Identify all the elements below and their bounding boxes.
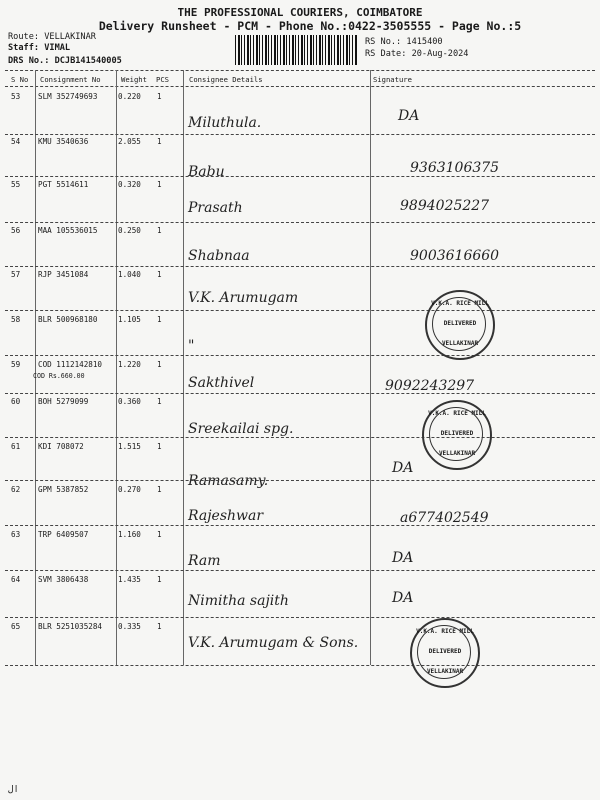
pieces-count: 1 bbox=[157, 180, 162, 189]
stamp-top-text: V.K.A. RICE MILL bbox=[431, 300, 489, 307]
pieces-count: 1 bbox=[157, 360, 162, 369]
signature-text: DA bbox=[392, 550, 414, 566]
drs-number: DRS No.: DCJB141540005 bbox=[8, 56, 122, 66]
serial-number: 59 bbox=[11, 360, 21, 369]
serial-number: 60 bbox=[11, 397, 21, 406]
col-divider bbox=[370, 70, 371, 665]
rs-date: RS Date: 20-Aug-2024 bbox=[365, 49, 469, 59]
col-header-signature: Signature bbox=[373, 75, 412, 84]
consignee-name: Ram bbox=[188, 553, 221, 569]
serial-number: 56 bbox=[11, 226, 21, 235]
row-divider bbox=[5, 266, 595, 267]
serial-number: 64 bbox=[11, 575, 21, 584]
consignee-name: V.K. Arumugam bbox=[188, 290, 299, 306]
signature-text: 9363106375 bbox=[410, 160, 500, 176]
row-divider bbox=[5, 525, 595, 526]
row-divider bbox=[5, 222, 595, 223]
col-header-sno: S No bbox=[11, 75, 29, 84]
row-divider bbox=[5, 665, 595, 666]
consignee-name: Rajeshwar bbox=[188, 508, 264, 524]
table-top-rule bbox=[5, 70, 595, 71]
col-divider bbox=[35, 70, 36, 665]
pieces-count: 1 bbox=[157, 442, 162, 451]
staff-label: Staff: VIMAL bbox=[8, 43, 71, 53]
consignment-number: BOH 5279099 bbox=[38, 397, 89, 406]
col-divider bbox=[116, 70, 117, 665]
signature-text: 9092243297 bbox=[385, 378, 475, 394]
pieces-count: 1 bbox=[157, 270, 162, 279]
row-divider bbox=[5, 355, 595, 356]
rice-mill-stamp bbox=[422, 400, 492, 470]
row-divider bbox=[5, 393, 595, 394]
weight-value: 2.055 bbox=[118, 137, 141, 146]
stamp-bottom-text: VELLAKINAR bbox=[438, 450, 476, 457]
row-divider bbox=[5, 617, 595, 618]
consignee-name: Prasath bbox=[188, 200, 243, 216]
col-header-pcs: PCS bbox=[156, 75, 169, 84]
weight-value: 1.160 bbox=[118, 530, 141, 539]
footer-mark: ال bbox=[8, 785, 19, 795]
consignment-number: SVM 3806438 bbox=[38, 575, 89, 584]
serial-number: 54 bbox=[11, 137, 21, 146]
company-title: THE PROFESSIONAL COURIERS, COIMBATORE bbox=[177, 6, 423, 19]
consignee-name: Ramasamy. bbox=[188, 473, 269, 489]
weight-value: 0.250 bbox=[118, 226, 141, 235]
pieces-count: 1 bbox=[157, 575, 162, 584]
row-divider bbox=[5, 437, 595, 438]
consignment-number: KMU 3540636 bbox=[38, 137, 89, 146]
pieces-count: 1 bbox=[157, 226, 162, 235]
rice-mill-stamp bbox=[410, 618, 480, 688]
weight-value: 0.270 bbox=[118, 485, 141, 494]
signature-text: 9003616660 bbox=[410, 248, 500, 264]
consignee-name: Nimitha sajith bbox=[188, 593, 289, 609]
consignee-name: V.K. Arumugam & Sons. bbox=[188, 635, 359, 651]
row-divider bbox=[5, 176, 595, 177]
stamp-bottom-text: VELLAKINAR bbox=[441, 340, 479, 347]
serial-number: 62 bbox=[11, 485, 21, 494]
consignment-number: KDI 708072 bbox=[38, 442, 84, 451]
col-header-consignment: Consignment No bbox=[40, 75, 101, 84]
consignee-name: Miluthula. bbox=[188, 115, 262, 131]
signature-text: 9894025227 bbox=[400, 198, 490, 214]
stamp-bottom-text: VELLAKINAR bbox=[426, 668, 464, 675]
pieces-count: 1 bbox=[157, 397, 162, 406]
cod-amount: COD Rs.660.00 bbox=[33, 372, 85, 380]
signature-text: a677402549 bbox=[400, 510, 489, 526]
pieces-count: 1 bbox=[157, 315, 162, 324]
weight-value: 0.335 bbox=[118, 622, 141, 631]
stamp-middle-text: DELIVERED bbox=[440, 430, 474, 437]
consignment-number: BLR 5251035284 bbox=[38, 622, 103, 631]
pieces-count: 1 bbox=[157, 622, 162, 631]
serial-number: 61 bbox=[11, 442, 21, 451]
consignee-name: Babu bbox=[188, 164, 225, 180]
runsheet-subtitle: Delivery Runsheet - PCM - Phone No.:0422-3505555 - Page No.:5 bbox=[98, 19, 522, 33]
signature-text: DA bbox=[398, 108, 420, 124]
consignment-number: BLR 500968180 bbox=[38, 315, 98, 324]
serial-number: 53 bbox=[11, 92, 21, 101]
weight-value: 0.360 bbox=[118, 397, 141, 406]
rs-number: RS No.: 1415400 bbox=[365, 37, 443, 47]
row-divider bbox=[5, 570, 595, 571]
consignment-number: TRP 6409507 bbox=[38, 530, 89, 539]
consignment-number: GPM 5387852 bbox=[38, 485, 89, 494]
col-header-consignee: Consignee Details bbox=[189, 75, 263, 84]
header-rule bbox=[5, 86, 595, 87]
col-header-weight: Weight bbox=[121, 75, 147, 84]
weight-value: 1.515 bbox=[118, 442, 141, 451]
weight-value: 1.105 bbox=[118, 315, 141, 324]
barcode-image bbox=[235, 35, 357, 65]
col-divider bbox=[183, 70, 184, 665]
weight-value: 0.320 bbox=[118, 180, 141, 189]
row-divider bbox=[5, 134, 595, 135]
row-divider bbox=[5, 480, 595, 481]
serial-number: 57 bbox=[11, 270, 21, 279]
pieces-count: 1 bbox=[157, 137, 162, 146]
consignment-number: COD 1112142810 bbox=[38, 360, 103, 369]
weight-value: 0.220 bbox=[118, 92, 141, 101]
consignment-number: MAA 105536015 bbox=[38, 226, 98, 235]
stamp-top-text: V.K.A. RICE MILL bbox=[416, 628, 474, 635]
weight-value: 1.040 bbox=[118, 270, 141, 279]
signature-text: DA bbox=[392, 460, 414, 476]
consignee-name: Sreekailai spg. bbox=[188, 421, 294, 437]
pieces-count: 1 bbox=[157, 92, 162, 101]
route-label: Route: VELLAKINAR bbox=[8, 32, 96, 42]
pieces-count: 1 bbox=[157, 530, 162, 539]
row-divider bbox=[5, 310, 595, 311]
stamp-middle-text: DELIVERED bbox=[443, 320, 477, 327]
consignee-name: Shabnaa bbox=[188, 248, 250, 264]
signature-text: DA bbox=[392, 590, 414, 606]
consignee-name: " bbox=[188, 338, 195, 354]
consignment-number: RJP 3451084 bbox=[38, 270, 89, 279]
consignment-number: SLM 352749693 bbox=[38, 92, 98, 101]
weight-value: 1.435 bbox=[118, 575, 141, 584]
serial-number: 63 bbox=[11, 530, 21, 539]
consignment-number: PGT 5514611 bbox=[38, 180, 89, 189]
stamp-top-text: V.K.A. RICE MILL bbox=[428, 410, 486, 417]
rice-mill-stamp bbox=[425, 290, 495, 360]
weight-value: 1.220 bbox=[118, 360, 141, 369]
consignee-name: Sakthivel bbox=[188, 375, 255, 391]
serial-number: 65 bbox=[11, 622, 21, 631]
serial-number: 55 bbox=[11, 180, 21, 189]
pieces-count: 1 bbox=[157, 485, 162, 494]
serial-number: 58 bbox=[11, 315, 21, 324]
stamp-middle-text: DELIVERED bbox=[428, 648, 462, 655]
